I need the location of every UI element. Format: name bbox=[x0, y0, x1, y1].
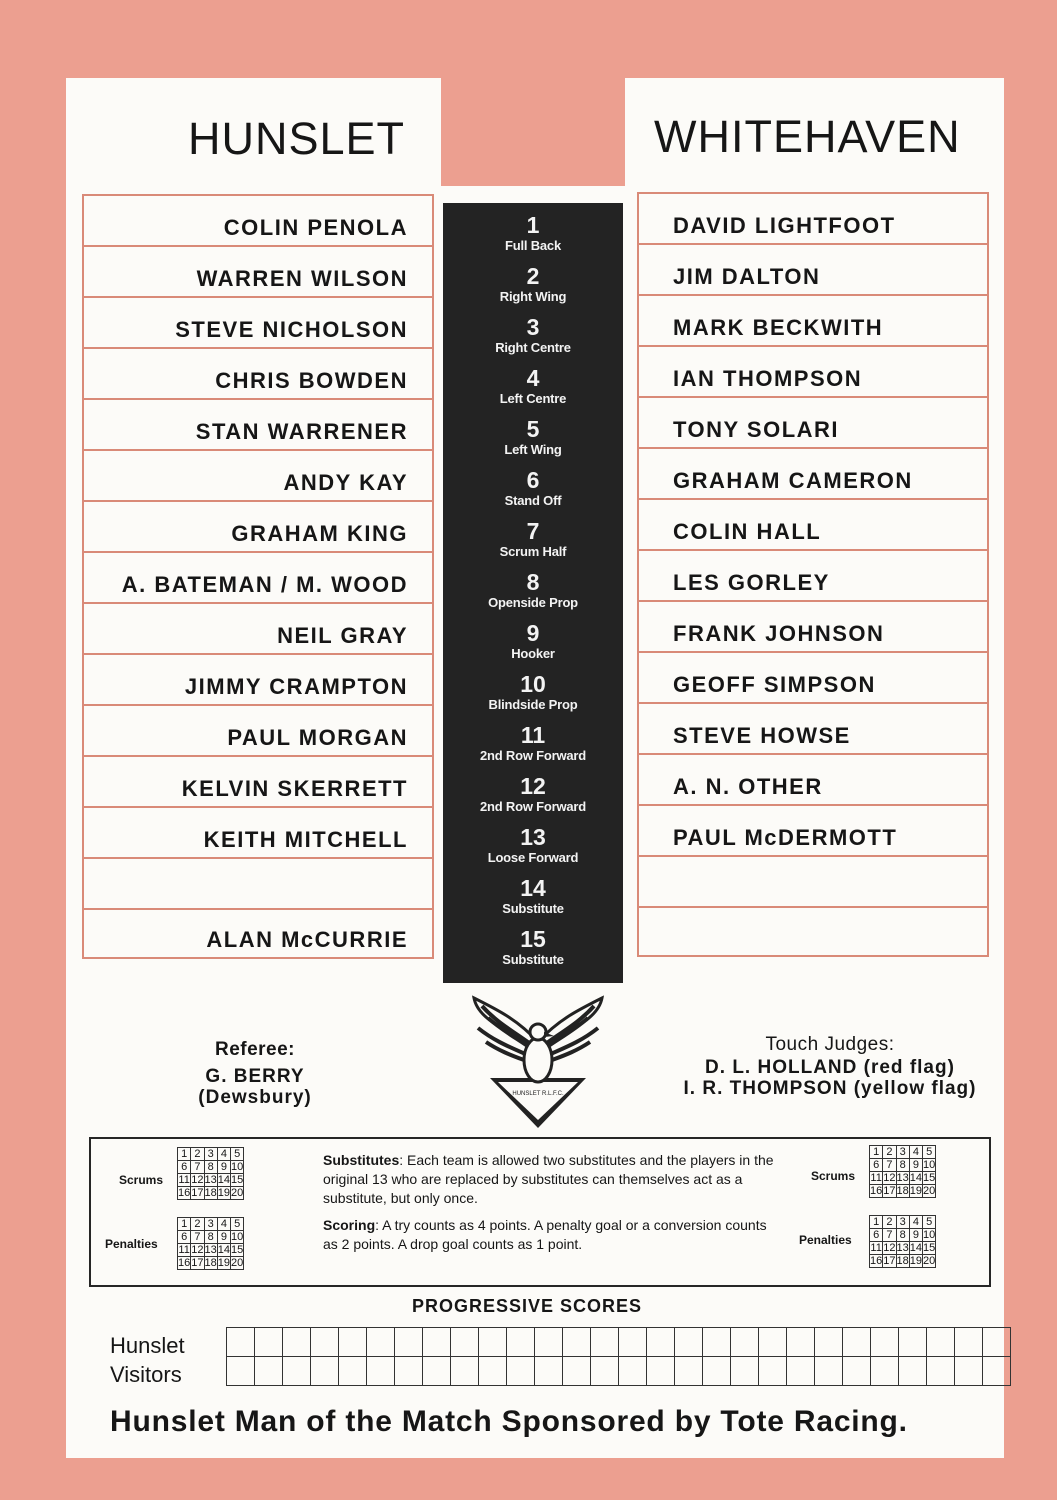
tally-cell[interactable]: 14 bbox=[909, 1172, 922, 1184]
score-box[interactable] bbox=[255, 1328, 283, 1357]
tally-cell[interactable]: 3 bbox=[896, 1146, 909, 1159]
tally-cell[interactable]: 7 bbox=[883, 1159, 896, 1172]
score-box[interactable] bbox=[927, 1328, 955, 1357]
position-item bbox=[443, 917, 623, 968]
tally-cell[interactable]: 7 bbox=[191, 1161, 204, 1174]
score-box[interactable] bbox=[787, 1357, 815, 1386]
tally-cell[interactable]: 4 bbox=[217, 1218, 230, 1231]
progressive-scores-grid bbox=[226, 1327, 1011, 1386]
positions-column bbox=[443, 203, 623, 983]
position-item bbox=[443, 254, 623, 305]
tally-cell[interactable]: 16 bbox=[870, 1185, 883, 1197]
score-box[interactable] bbox=[843, 1328, 871, 1357]
away-player-name: FRANK JOHNSON bbox=[673, 621, 885, 646]
score-box[interactable] bbox=[451, 1357, 479, 1386]
position-item bbox=[443, 713, 623, 764]
tally-cell[interactable]: 5 bbox=[923, 1216, 936, 1229]
home-player-row bbox=[82, 449, 434, 500]
position-label: Full Back bbox=[505, 238, 561, 253]
tally-cell[interactable]: 17 bbox=[883, 1255, 896, 1267]
away-player-row bbox=[637, 345, 989, 396]
tally-cell[interactable]: 10 bbox=[923, 1159, 936, 1171]
score-box[interactable] bbox=[815, 1328, 843, 1357]
tally-cell[interactable]: 4 bbox=[909, 1216, 922, 1229]
score-box[interactable] bbox=[479, 1357, 507, 1386]
home-penalties-grid bbox=[177, 1217, 244, 1270]
score-box[interactable] bbox=[395, 1357, 423, 1386]
position-label: Hooker bbox=[511, 646, 555, 661]
tally-cell[interactable]: 20 bbox=[231, 1187, 244, 1199]
away-player-row bbox=[637, 396, 989, 447]
tally-cell[interactable]: 1 bbox=[870, 1216, 883, 1229]
position-item bbox=[443, 356, 623, 407]
away-player-row bbox=[637, 906, 989, 957]
score-box[interactable] bbox=[339, 1357, 367, 1386]
tally-cell[interactable]: 13 bbox=[896, 1242, 909, 1254]
score-box[interactable] bbox=[703, 1357, 731, 1386]
tally-cell[interactable]: 1 bbox=[870, 1146, 883, 1159]
tally-cell[interactable]: 18 bbox=[204, 1257, 217, 1269]
substitutes-rule bbox=[323, 1151, 779, 1208]
score-box[interactable] bbox=[675, 1328, 703, 1357]
progressive-home-label: Hunslet bbox=[110, 1333, 185, 1358]
position-number: 3 bbox=[526, 314, 540, 340]
tally-cell[interactable]: 17 bbox=[191, 1187, 204, 1199]
tally-cell[interactable]: 18 bbox=[896, 1255, 909, 1267]
home-roster bbox=[82, 194, 434, 986]
tally-cell[interactable]: 8 bbox=[204, 1161, 217, 1174]
away-penalties-label: Penalties bbox=[799, 1233, 852, 1247]
score-box[interactable] bbox=[395, 1328, 423, 1357]
away-player-row bbox=[637, 651, 989, 702]
progressive-away-label: Visitors bbox=[110, 1362, 182, 1387]
away-player-row bbox=[637, 192, 989, 243]
score-box[interactable] bbox=[731, 1328, 759, 1357]
score-box[interactable] bbox=[955, 1357, 983, 1386]
tally-cell[interactable]: 16 bbox=[178, 1257, 191, 1269]
score-box[interactable] bbox=[507, 1328, 535, 1357]
score-box[interactable] bbox=[983, 1357, 1011, 1386]
home-player-row bbox=[82, 194, 434, 245]
header-gap bbox=[441, 78, 625, 186]
score-box[interactable] bbox=[591, 1357, 619, 1386]
tally-cell[interactable]: 10 bbox=[231, 1161, 244, 1173]
score-box[interactable] bbox=[451, 1328, 479, 1357]
position-item bbox=[443, 203, 623, 254]
position-number: 14 bbox=[520, 875, 546, 901]
score-box[interactable] bbox=[563, 1328, 591, 1357]
score-box[interactable] bbox=[283, 1328, 311, 1357]
tally-cell[interactable]: 2 bbox=[883, 1216, 896, 1229]
tally-cell[interactable]: 19 bbox=[217, 1187, 230, 1199]
position-number: 10 bbox=[520, 671, 546, 697]
club-crest-logo bbox=[468, 990, 608, 1130]
scoring-heading: Scoring bbox=[323, 1217, 376, 1233]
away-player-name: GEOFF SIMPSON bbox=[673, 672, 876, 697]
tally-cell[interactable]: 19 bbox=[909, 1255, 922, 1267]
position-number: 6 bbox=[526, 467, 540, 493]
score-box[interactable] bbox=[983, 1328, 1011, 1357]
tally-cell[interactable]: 6 bbox=[870, 1229, 883, 1242]
touch-judges-block bbox=[660, 1034, 1000, 1099]
score-box[interactable] bbox=[535, 1357, 563, 1386]
tally-cell[interactable]: 10 bbox=[231, 1231, 244, 1243]
home-player-row bbox=[82, 755, 434, 806]
home-scrums-grid bbox=[177, 1147, 244, 1200]
position-number: 5 bbox=[526, 416, 540, 442]
progressive-scores-title: PROGRESSIVE SCORES bbox=[412, 1296, 643, 1316]
away-player-row bbox=[637, 243, 989, 294]
tally-cell[interactable]: 13 bbox=[896, 1172, 909, 1184]
score-box[interactable] bbox=[899, 1357, 927, 1386]
tally-cell[interactable]: 8 bbox=[896, 1229, 909, 1242]
home-player-name: KEITH MITCHELL bbox=[203, 827, 408, 852]
tally-cell[interactable]: 19 bbox=[217, 1257, 230, 1269]
referee-block bbox=[190, 1039, 320, 1108]
sponsor-line: Hunslet Man of the Match Sponsored by Tote Racing. bbox=[110, 1405, 908, 1438]
tally-cell[interactable]: 3 bbox=[204, 1218, 217, 1231]
position-number: 15 bbox=[520, 926, 546, 952]
home-player-row bbox=[82, 704, 434, 755]
score-box[interactable] bbox=[423, 1328, 451, 1357]
rules-and-tally-box bbox=[89, 1137, 991, 1287]
position-number: 2 bbox=[526, 263, 540, 289]
away-player-row bbox=[637, 804, 989, 855]
away-player-name: IAN THOMPSON bbox=[673, 366, 863, 391]
tally-cell[interactable]: 20 bbox=[923, 1255, 936, 1267]
tally-cell[interactable]: 5 bbox=[231, 1218, 244, 1231]
tally-cell[interactable]: 18 bbox=[896, 1185, 909, 1197]
touch-judge-2: I. R. THOMPSON (yellow flag) bbox=[683, 1078, 977, 1099]
home-player-row bbox=[82, 908, 434, 959]
position-label: 2nd Row Forward bbox=[479, 748, 587, 763]
score-box[interactable] bbox=[367, 1328, 395, 1357]
crest-text: HUNSLET R.L.F.C. bbox=[512, 1091, 564, 1097]
home-player-name: CHRIS BOWDEN bbox=[215, 368, 408, 393]
score-box[interactable] bbox=[591, 1328, 619, 1357]
score-box[interactable] bbox=[731, 1357, 759, 1386]
tally-cell[interactable]: 17 bbox=[883, 1185, 896, 1197]
position-number: 13 bbox=[520, 824, 546, 850]
score-box[interactable] bbox=[815, 1357, 843, 1386]
score-box[interactable] bbox=[507, 1357, 535, 1386]
home-player-row bbox=[82, 500, 434, 551]
tally-cell[interactable]: 9 bbox=[217, 1231, 230, 1244]
away-player-row bbox=[637, 753, 989, 804]
tally-cell[interactable]: 11 bbox=[870, 1172, 882, 1184]
tally-cell[interactable]: 2 bbox=[191, 1148, 204, 1161]
tally-cell[interactable]: 15 bbox=[231, 1174, 244, 1186]
tally-cell[interactable]: 9 bbox=[909, 1159, 922, 1172]
home-player-name: WARREN WILSON bbox=[196, 266, 408, 291]
position-item bbox=[443, 866, 623, 917]
home-player-name: ANDY KAY bbox=[283, 470, 408, 495]
score-box[interactable] bbox=[759, 1328, 787, 1357]
position-label: 2nd Row Forward bbox=[479, 799, 587, 814]
tally-cell[interactable]: 20 bbox=[231, 1257, 244, 1269]
tally-cell[interactable]: 17 bbox=[191, 1257, 204, 1269]
tally-cell[interactable]: 12 bbox=[883, 1242, 896, 1254]
tally-cell[interactable]: 11 bbox=[870, 1242, 882, 1254]
tally-cell[interactable]: 8 bbox=[896, 1159, 909, 1172]
position-number: 4 bbox=[526, 365, 540, 391]
home-team-title: HUNSLET bbox=[188, 113, 406, 164]
home-scrums-label: Scrums bbox=[119, 1173, 164, 1187]
tally-cell[interactable]: 15 bbox=[923, 1172, 936, 1184]
tally-cell[interactable]: 1 bbox=[178, 1148, 191, 1161]
home-player-name: GRAHAM KING bbox=[231, 521, 408, 546]
scoring-rule bbox=[323, 1216, 779, 1254]
tally-cell[interactable]: 8 bbox=[204, 1231, 217, 1244]
score-box[interactable] bbox=[871, 1357, 899, 1386]
tally-cell[interactable]: 14 bbox=[217, 1244, 230, 1256]
score-box[interactable] bbox=[871, 1328, 899, 1357]
away-player-row bbox=[637, 549, 989, 600]
position-label: Blindside Prop bbox=[488, 697, 578, 712]
score-box[interactable] bbox=[563, 1357, 591, 1386]
tally-cell[interactable]: 14 bbox=[217, 1174, 230, 1186]
position-number: 12 bbox=[520, 773, 546, 799]
away-scrums-label: Scrums bbox=[811, 1169, 856, 1183]
home-player-name: A. BATEMAN / M. WOOD bbox=[121, 572, 408, 597]
referee-label: Referee: bbox=[214, 1039, 296, 1060]
score-box[interactable] bbox=[339, 1328, 367, 1357]
tally-cell[interactable]: 7 bbox=[883, 1229, 896, 1242]
touch-judges-label: Touch Judges: bbox=[765, 1034, 895, 1055]
score-box[interactable] bbox=[311, 1357, 339, 1386]
referee-town: (Dewsbury) bbox=[198, 1087, 312, 1108]
tally-cell[interactable]: 2 bbox=[883, 1146, 896, 1159]
away-player-name: COLIN HALL bbox=[673, 519, 822, 544]
away-team-title: WHITEHAVEN bbox=[654, 111, 961, 162]
tally-cell[interactable]: 4 bbox=[217, 1148, 230, 1161]
score-box[interactable] bbox=[899, 1328, 927, 1357]
away-player-name: DAVID LIGHTFOOT bbox=[673, 213, 896, 238]
tally-cell[interactable]: 11 bbox=[178, 1244, 190, 1256]
away-penalties-grid bbox=[869, 1215, 936, 1268]
score-box[interactable] bbox=[647, 1357, 675, 1386]
position-number: 8 bbox=[526, 569, 540, 595]
position-item bbox=[443, 611, 623, 662]
tally-cell[interactable]: 12 bbox=[191, 1174, 204, 1186]
home-player-name: KELVIN SKERRETT bbox=[181, 776, 408, 801]
position-item bbox=[443, 560, 623, 611]
position-label: Left Wing bbox=[504, 442, 562, 457]
rules-text bbox=[323, 1151, 779, 1262]
away-roster bbox=[637, 192, 989, 984]
position-number: 9 bbox=[526, 620, 540, 646]
position-item bbox=[443, 662, 623, 713]
away-scrums-grid bbox=[869, 1145, 936, 1198]
score-box[interactable] bbox=[535, 1328, 563, 1357]
tally-cell[interactable]: 14 bbox=[909, 1242, 922, 1254]
touch-judge-1: D. L. HOLLAND (red flag) bbox=[705, 1057, 955, 1078]
tally-cell[interactable]: 15 bbox=[231, 1244, 244, 1256]
position-label: Loose Forward bbox=[487, 850, 579, 865]
referee-name: G. BERRY bbox=[205, 1066, 305, 1087]
position-item bbox=[443, 305, 623, 356]
tally-cell[interactable]: 16 bbox=[178, 1187, 191, 1199]
substitutes-heading: Substitutes bbox=[323, 1152, 400, 1168]
tally-cell[interactable]: 13 bbox=[204, 1244, 217, 1256]
scoring-text: : A try counts as 4 points. A penalty goal or a conversion counts as 2 points. A drop goal counts as 1 point. bbox=[323, 1217, 767, 1252]
score-box[interactable] bbox=[955, 1328, 983, 1357]
home-player-row bbox=[82, 551, 434, 602]
score-box[interactable] bbox=[703, 1328, 731, 1357]
home-player-name: COLIN PENOLA bbox=[223, 215, 408, 240]
score-box[interactable] bbox=[759, 1357, 787, 1386]
home-player-row bbox=[82, 347, 434, 398]
tally-cell[interactable]: 18 bbox=[204, 1187, 217, 1199]
score-box[interactable] bbox=[619, 1328, 647, 1357]
away-player-row bbox=[637, 294, 989, 345]
score-box[interactable] bbox=[227, 1328, 255, 1357]
position-item bbox=[443, 815, 623, 866]
away-player-row bbox=[637, 600, 989, 651]
score-box[interactable] bbox=[367, 1357, 395, 1386]
position-label: Openside Prop bbox=[488, 595, 578, 610]
tally-cell[interactable]: 6 bbox=[178, 1231, 191, 1244]
tally-cell[interactable]: 5 bbox=[231, 1148, 244, 1161]
home-player-row bbox=[82, 653, 434, 704]
away-player-name: LES GORLEY bbox=[673, 570, 830, 595]
home-player-row bbox=[82, 296, 434, 347]
tally-cell[interactable]: 16 bbox=[870, 1255, 883, 1267]
away-player-row bbox=[637, 498, 989, 549]
tally-cell[interactable]: 12 bbox=[191, 1244, 204, 1256]
position-number: 1 bbox=[526, 212, 540, 238]
position-label: Substitute bbox=[502, 901, 564, 916]
tally-cell[interactable]: 20 bbox=[923, 1185, 936, 1197]
position-label: Stand Off bbox=[504, 493, 562, 508]
home-player-row bbox=[82, 806, 434, 857]
home-player-name: STAN WARRENER bbox=[195, 419, 408, 444]
position-number: 11 bbox=[520, 722, 546, 748]
progressive-home-row bbox=[227, 1328, 1011, 1357]
tally-cell[interactable]: 12 bbox=[883, 1172, 896, 1184]
score-box[interactable] bbox=[423, 1357, 451, 1386]
score-box[interactable] bbox=[647, 1328, 675, 1357]
tally-cell[interactable]: 11 bbox=[178, 1174, 190, 1186]
home-player-name: ALAN McCURRIE bbox=[206, 927, 408, 952]
tally-cell[interactable]: 6 bbox=[178, 1161, 191, 1174]
tally-cell[interactable]: 7 bbox=[191, 1231, 204, 1244]
progressive-away-row bbox=[227, 1357, 1011, 1386]
tally-cell[interactable]: 6 bbox=[870, 1159, 883, 1172]
tally-cell[interactable]: 9 bbox=[217, 1161, 230, 1174]
home-player-row bbox=[82, 857, 434, 908]
score-box[interactable] bbox=[283, 1357, 311, 1386]
tally-cell[interactable]: 19 bbox=[909, 1185, 922, 1197]
position-label: Left Centre bbox=[499, 391, 567, 406]
home-player-name: STEVE NICHOLSON bbox=[175, 317, 408, 342]
away-player-name: TONY SOLARI bbox=[673, 417, 840, 442]
score-box[interactable] bbox=[311, 1328, 339, 1357]
tally-cell[interactable]: 2 bbox=[191, 1218, 204, 1231]
position-label: Scrum Half bbox=[499, 544, 567, 559]
home-player-row bbox=[82, 245, 434, 296]
score-box[interactable] bbox=[619, 1357, 647, 1386]
score-box[interactable] bbox=[675, 1357, 703, 1386]
away-player-name: PAUL McDERMOTT bbox=[673, 825, 898, 850]
tally-cell[interactable]: 15 bbox=[923, 1242, 936, 1254]
tally-cell[interactable]: 4 bbox=[909, 1146, 922, 1159]
position-number: 7 bbox=[526, 518, 540, 544]
tally-cell[interactable]: 1 bbox=[178, 1218, 191, 1231]
position-item bbox=[443, 458, 623, 509]
home-player-name: NEIL GRAY bbox=[277, 623, 408, 648]
away-player-row bbox=[637, 702, 989, 753]
tally-cell[interactable]: 9 bbox=[909, 1229, 922, 1242]
home-player-name: JIMMY CRAMPTON bbox=[184, 674, 408, 699]
position-label: Right Centre bbox=[495, 340, 571, 355]
substitutes-text: : Each team is allowed two substitutes and the players in the original 13 who are replaced by substitutes can themselves act as a substitute, but only once. bbox=[323, 1152, 774, 1206]
score-box[interactable] bbox=[927, 1357, 955, 1386]
home-penalties-label: Penalties bbox=[105, 1237, 158, 1251]
score-box[interactable] bbox=[787, 1328, 815, 1357]
away-player-name: MARK BECKWITH bbox=[673, 315, 884, 340]
position-item bbox=[443, 407, 623, 458]
away-player-row bbox=[637, 855, 989, 906]
home-player-row bbox=[82, 602, 434, 653]
score-box[interactable] bbox=[479, 1328, 507, 1357]
score-box[interactable] bbox=[227, 1357, 255, 1386]
score-box[interactable] bbox=[843, 1357, 871, 1386]
tally-cell[interactable]: 10 bbox=[923, 1229, 936, 1241]
away-player-name: JIM DALTON bbox=[673, 264, 821, 289]
home-player-row bbox=[82, 398, 434, 449]
tally-cell[interactable]: 3 bbox=[204, 1148, 217, 1161]
position-label: Right Wing bbox=[499, 289, 567, 304]
tally-cell[interactable]: 5 bbox=[923, 1146, 936, 1159]
away-player-name: A. N. OTHER bbox=[673, 774, 823, 799]
position-item bbox=[443, 509, 623, 560]
away-player-name: GRAHAM CAMERON bbox=[673, 468, 913, 493]
home-player-name: PAUL MORGAN bbox=[227, 725, 408, 750]
position-item bbox=[443, 764, 623, 815]
tally-cell[interactable]: 13 bbox=[204, 1174, 217, 1186]
away-player-row bbox=[637, 447, 989, 498]
away-player-name: STEVE HOWSE bbox=[673, 723, 851, 748]
position-label: Substitute bbox=[502, 952, 564, 967]
score-box[interactable] bbox=[255, 1357, 283, 1386]
tally-cell[interactable]: 3 bbox=[896, 1216, 909, 1229]
